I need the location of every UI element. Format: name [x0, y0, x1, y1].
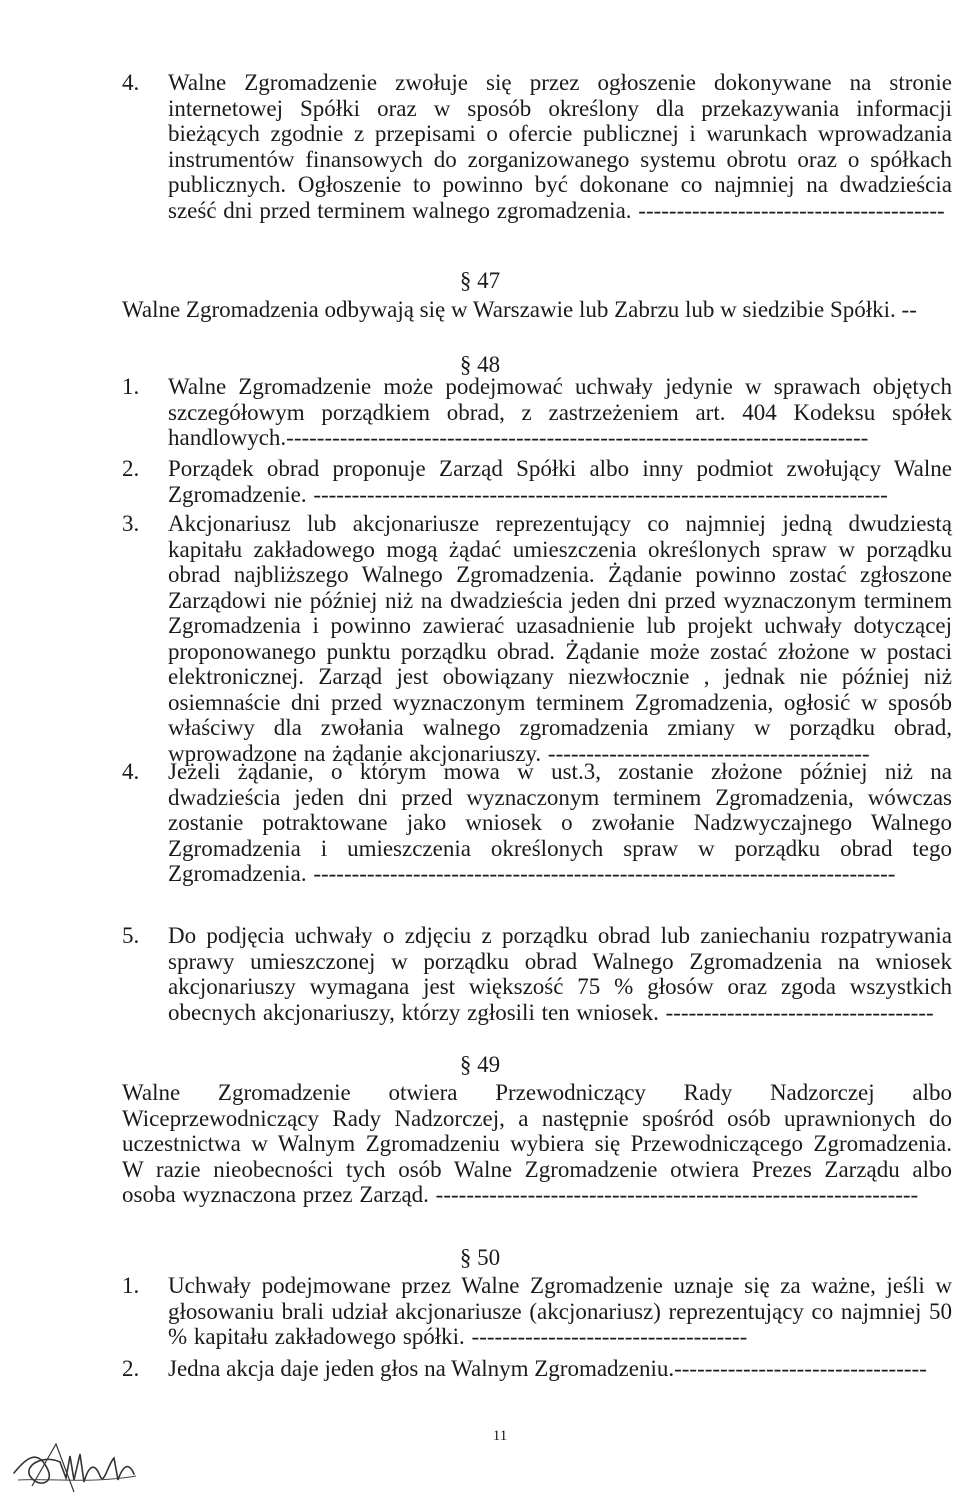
item-number: 4. — [122, 70, 140, 95]
section-48-item-1: Walne Zgromadzenie może podejmować uchwały jedynie w sprawach objętych szczegółowym porządkiem obrad, z zastrzeżeniem art. 404 Kodeksu spółek handlowych.---------------------------------------------------------------------------- — [168, 374, 952, 450]
item-number: 3. — [122, 511, 140, 536]
item-number: 2. — [122, 456, 140, 481]
section-heading-48: § 48 — [459, 352, 501, 377]
section-heading-47: § 47 — [459, 268, 501, 293]
item-number: 1. — [122, 374, 140, 399]
section-48-item-2: Porządek obrad proponuje Zarząd Spółki albo inny podmiot zwołujący Walne Zgromadzenie. --------------------------------------------------------------------------- — [168, 456, 952, 507]
page-number: 11 — [492, 1428, 508, 1444]
item-number: 1. — [122, 1273, 140, 1298]
convocation-paragraph: Walne Zgromadzenie zwołuje się przez ogłoszenie dokonywane na stronie internetowej Spółki oraz w sposób określony dla przekazywania informacji bieżących zgodnie z przepisami o ofercie publicznej i warunkach wprowadzania instrumentów finansowych do zorganizowanego systemu obrotu oraz o spółkach publicznych. Ogłoszenie to powinno być dokonane co najmniej na dwadzieścia sześć dni przed terminem walnego zgromadzenia. ---------------------------------------- — [168, 70, 952, 223]
item-number: 4. — [122, 759, 140, 784]
section-50-item-2: Jedna akcja daje jeden głos na Walnym Zgromadzeniu.--------------------------------- — [168, 1356, 927, 1381]
section-47-text: Walne Zgromadzenia odbywają się w Warszawie lub Zabrzu lub w siedzibie Spółki. -- — [122, 297, 917, 322]
section-heading-49: § 49 — [459, 1052, 501, 1077]
item-number: 2. — [122, 1356, 140, 1381]
section-48-item-4: Jeżeli żądanie, o którym mowa w ust.3, zostanie złożone później niż na dwadzieścia jeden dni przed wyznaczonym terminem Zgromadzenia, wówczas zostanie potraktowane jako wniosek o zwołanie Nadzwyczajnego Walnego Zgromadzenia i umieszczenia określonych spraw w porządku obrad tego Zgromadzenia. ---------------------------------------------------------------------------- — [168, 759, 952, 886]
section-49-text: Walne Zgromadzenie otwiera Przewodniczący Rady Nadzorczej albo Wiceprzewodniczący Rady Nadzorczej, a następnie spośród osób uprawnionych do uczestnictwa w Walnym Zgromadzeniu wybiera się Przewodniczącego Zgromadzenia. W razie nieobecności tych osób Walne Zgromadzenie otwiera Prezes Zarządu albo osoba wyznaczona przez Zarząd. --------------------------------------------------------------- — [122, 1080, 952, 1207]
section-48-item-3: Akcjonariusz lub akcjonariusze reprezentujący co najmniej jedną dwudziestą kapitału zakładowego mogą żądać umieszczenia określonych spraw w porządku obrad najbliższego Walnego Zgromadzenia. Żądanie powinno zostać zgłoszone Zarządowi nie później niż na dwadzieścia jeden dni przed wyznaczonym terminem Zgromadzenia i powinno zawierać uzasadnienie lub projekt uchwały dotyczącej proponowanego punktu porządku obrad. Żądanie może zostać złożone w postaci elektronicznej. Zarząd jest obowiązany niezwłocznie , jednak nie później niż osiemnaście dni przed wyznaczonym terminem Zgromadzenia, ogłosić w sposób właściwy dla zwołania walnego zgromadzenia zmiany w porządku obrad, wprowadzone na żądanie akcjonariuszy. ------------------------------------------ — [168, 511, 952, 766]
section-50-item-1: Uchwały podejmowane przez Walne Zgromadzenie uznaje się za ważne, jeśli w głosowaniu brali udział akcjonariusze (akcjonariusz) reprezentujący co najmniej 50 % kapitału zakładowego spółki. ------------------------------------ — [168, 1273, 952, 1349]
section-48-item-5: Do podjęcia uchwały o zdjęciu z porządku obrad lub zaniechaniu rozpatrywania sprawy umieszczonej w porządku obrad Walnego Zgromadzenia na wniosek akcjonariuszy wymagana jest większość 75 % głosów oraz zgoda wszystkich obecnych akcjonariuszy, którzy zgłosili ten wniosek. ----------------------------------- — [168, 923, 952, 1025]
item-number: 5. — [122, 923, 140, 948]
section-heading-50: § 50 — [459, 1245, 501, 1270]
